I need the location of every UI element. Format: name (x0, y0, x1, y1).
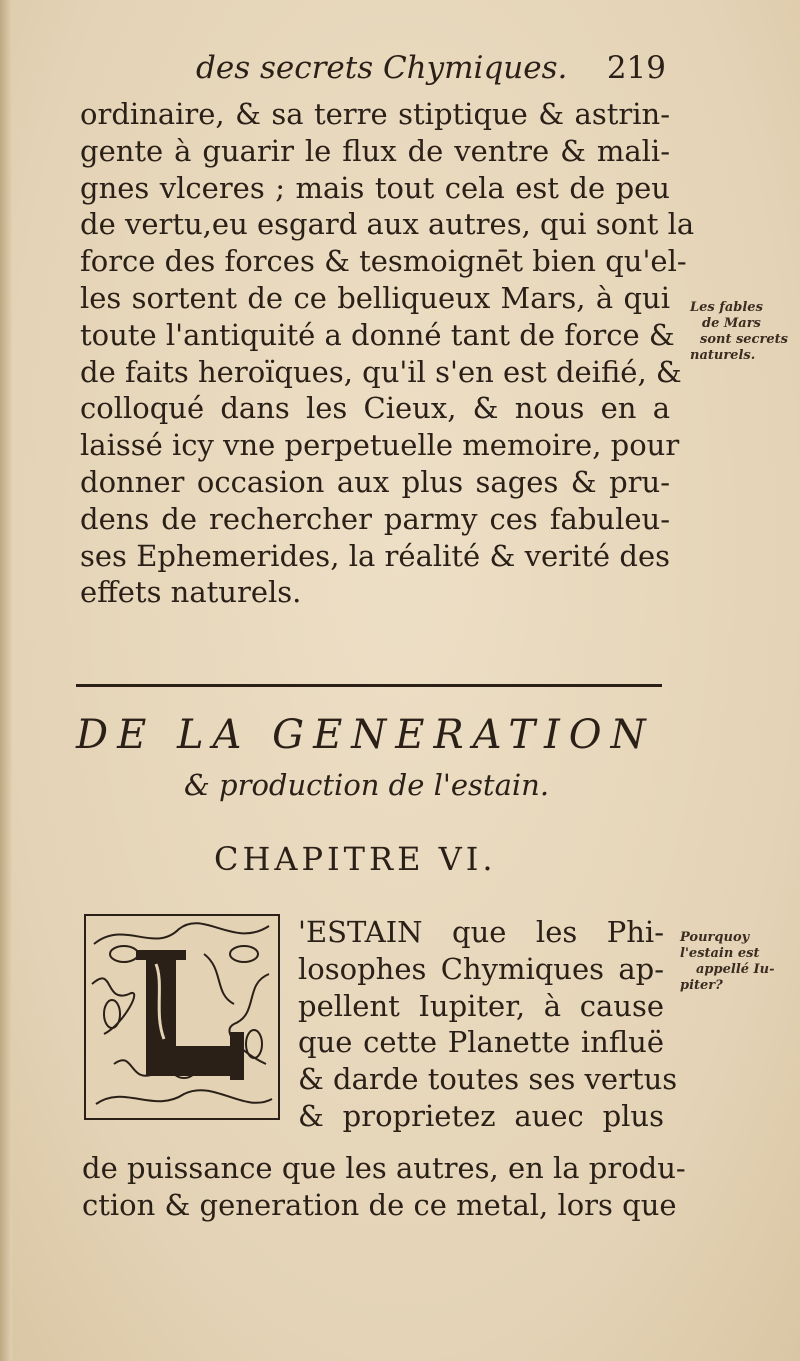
text-line: losophes Chymiques ap- (298, 951, 664, 986)
chapter-subheading: & production de l'estain. (184, 768, 550, 802)
text-line: toute l'antiquité a donné tant de force & (80, 317, 675, 352)
text-line: ction & generation de ce metal, lors que (82, 1187, 677, 1222)
paragraph-2-indented (298, 914, 678, 1135)
text-line: & proprietez auec plus (298, 1098, 664, 1133)
text-line: ordinaire, & sa terre stiptique & astrin- (80, 97, 670, 131)
chapter-number: CHAPITRE VI. (214, 840, 497, 878)
text-line: force des forces & tesmoignēt bien qu'el- (80, 244, 687, 279)
text-line: gnes vlceres ; mais tout cela est de peu (80, 170, 670, 205)
section-divider (76, 684, 662, 687)
text-line: laissé icy vne perpetuelle memoire, pour (80, 428, 680, 463)
margin-note-line: piter? (680, 978, 723, 993)
margin-note-line: sont secrets (700, 332, 788, 347)
margin-note-line: l'estain est (680, 946, 760, 961)
paragraph-1 (80, 96, 695, 611)
margin-note-fables-de-mars (690, 300, 788, 364)
text-line: de puissance que les autres, en la produ- (82, 1151, 686, 1185)
margin-note-line: naturels. (690, 348, 756, 363)
text-line: ses Ephemerides, la réalité & verité des (80, 538, 670, 573)
chapter-heading: DE LA GENERATION (76, 712, 655, 758)
text-line: gente à guarir le flux de ventre & mali- (80, 133, 670, 168)
text-line: colloqué dans les Cieux, & nous en a (80, 391, 670, 426)
text-line: dens de rechercher parmy ces fabuleu- (80, 501, 670, 536)
margin-note-line: Les fables (690, 300, 763, 315)
margin-note-line: appellé Iu- (696, 962, 775, 977)
text-line: effets naturels. (80, 575, 302, 610)
text-line: les sortent de ce belliqueux Mars, à qui (80, 280, 670, 315)
text-line: de vertu,eu esgard aux autres, qui sont la (80, 207, 695, 242)
text-line: donner occasion aux plus sages & pru- (80, 464, 670, 499)
text-line: que cette Planette influë (298, 1025, 664, 1060)
page-number: 219 (606, 50, 666, 86)
page-gutter-shadow (0, 0, 12, 1361)
margin-note-line: Pourquoy (680, 930, 750, 945)
margin-note-line: de Mars (702, 316, 761, 331)
running-head: des secrets Chymiques. (196, 50, 568, 86)
text-line: 'ESTAIN que les Phi- (298, 915, 664, 949)
text-line: pellent Iupiter, à cause (298, 988, 664, 1023)
margin-note-pourquoy-iupiter (680, 930, 774, 994)
text-line: de faits heroïques, qu'il s'en est deifié, & (80, 354, 682, 389)
page-header (196, 50, 666, 90)
text-line: & darde toutes ses vertus (298, 1062, 678, 1097)
decorated-L-initial-icon (84, 914, 280, 1120)
paragraph-2-continued (82, 1150, 686, 1224)
